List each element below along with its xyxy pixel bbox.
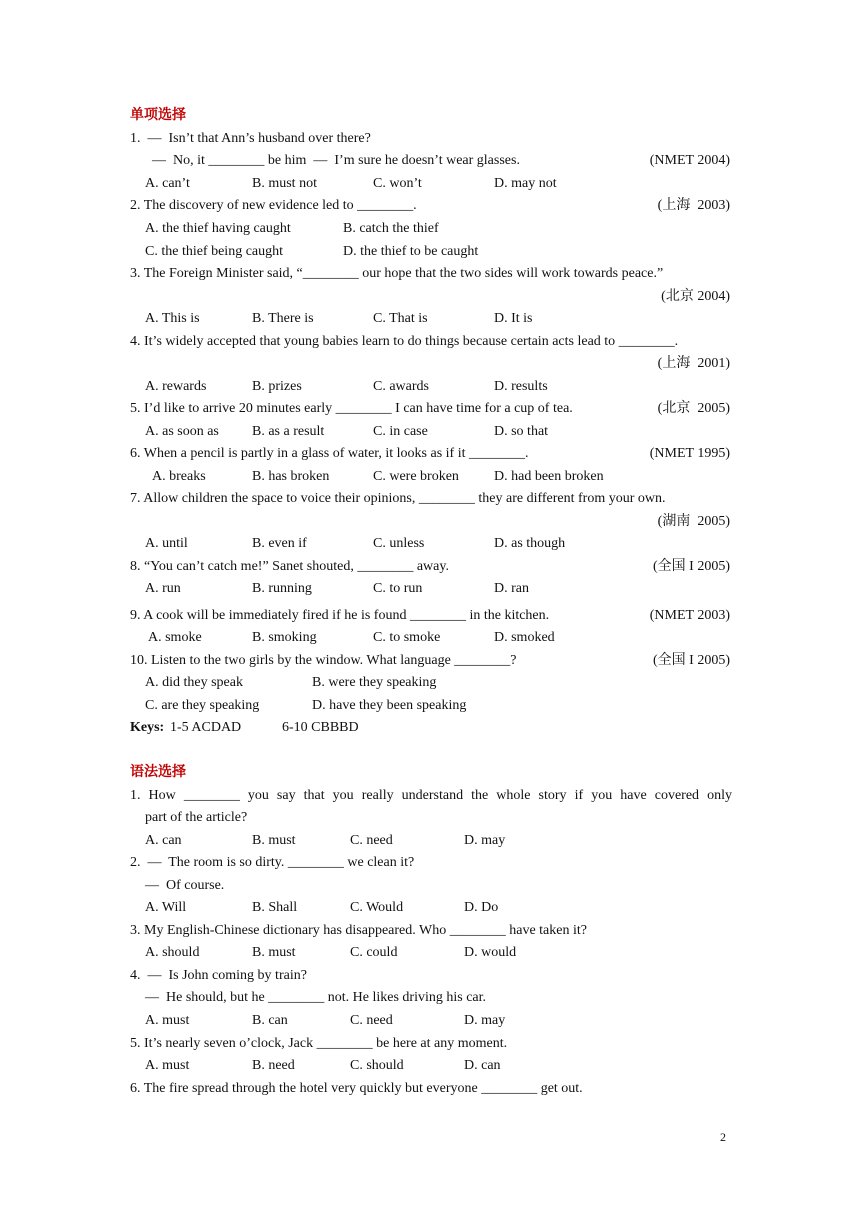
q6-option-c: C. were broken <box>373 469 459 484</box>
g4-option-c: C. need <box>350 1013 393 1028</box>
q3-option-a: A. This is <box>145 311 200 326</box>
q9-option-c: C. to smoke <box>373 630 441 645</box>
q10-option-c: C. are they speaking <box>145 698 260 713</box>
q2-option-a: A. the thief having caught <box>145 221 291 236</box>
q5-option-b: B. as a result <box>252 424 325 439</box>
q1-option-c: C. won’t <box>373 176 422 191</box>
q7-option-c: C. unless <box>373 536 425 551</box>
section-heading-grammar-choice: 语法选择 <box>130 765 186 780</box>
q1-option-a: A. can’t <box>145 176 190 191</box>
section-heading-single-choice: 单项选择 <box>130 108 186 123</box>
q7-stem: 7. Allow children the space to voice their opinions, ________ they are different from your own. <box>130 491 666 506</box>
g6-stem: 6. The fire spread through the hotel very quickly but everyone ________ get out. <box>130 1081 583 1096</box>
page-number: 2 <box>720 1130 726 1144</box>
g2-stem: 2. — The room is so dirty. ________ we clean it? <box>130 855 415 870</box>
q10-stem: 10. Listen to the two girls by the window. What language ________? <box>130 653 517 668</box>
q7-option-d: D. as though <box>494 536 566 551</box>
g4-option-b: B. can <box>252 1013 288 1028</box>
q10-source: (全国 I 2005) <box>653 653 730 668</box>
q5-option-a: A. as soon as <box>145 424 219 439</box>
q2-option-b: B. catch the thief <box>343 221 439 236</box>
keys-label: Keys: <box>130 720 165 735</box>
g1-option-d: D. may <box>464 833 506 848</box>
q5-option-c: C. in case <box>373 424 428 439</box>
q7-option-b: B. even if <box>252 536 307 551</box>
g2-option-c: C. Would <box>350 900 404 915</box>
q4-source: (上海 2001) <box>657 356 730 371</box>
g4-line2: — He should, but he ________ not. He likes driving his car. <box>145 990 487 1005</box>
q4-option-d: D. results <box>494 379 548 394</box>
q8-option-d: D. ran <box>494 581 529 596</box>
q8-option-a: A. run <box>145 581 181 596</box>
q2-option-d: D. the thief to be caught <box>343 244 479 259</box>
q9-option-d: D. smoked <box>494 630 555 645</box>
q9-stem: 9. A cook will be immediately fired if he is found ________ in the kitchen. <box>130 608 550 623</box>
q2-source: (上海 2003) <box>657 198 730 213</box>
q8-option-b: B. running <box>252 581 312 596</box>
q8-option-c: C. to run <box>373 581 423 596</box>
g2-option-a: A. Will <box>145 900 187 915</box>
q1-option-b: B. must not <box>252 176 317 191</box>
q7-option-a: A. until <box>145 536 188 551</box>
q4-option-a: A. rewards <box>145 379 207 394</box>
g1-option-c: C. need <box>350 833 393 848</box>
q6-option-d: D. had been broken <box>494 469 604 484</box>
g5-option-b: B. need <box>252 1058 295 1073</box>
q3-stem: 3. The Foreign Minister said, “________ our hope that the two sides will work towards peace.” <box>130 266 664 281</box>
g2-option-d: D. Do <box>464 900 499 915</box>
q2-option-c: C. the thief being caught <box>145 244 284 259</box>
q10-option-b: B. were they speaking <box>312 675 437 690</box>
g1-option-a: A. can <box>145 833 182 848</box>
g1-stem: 1. How ________ you say that you really understand the whole story if you have covered only <box>130 788 732 803</box>
q1-stem: 1. — Isn’t that Ann’s husband over there? <box>130 131 371 146</box>
g5-option-c: C. should <box>350 1058 404 1073</box>
q8-stem: 8. “You can’t catch me!” Sanet shouted, ________ away. <box>130 559 449 574</box>
q6-option-a: A. breaks <box>152 469 206 484</box>
q4-stem: 4. It’s widely accepted that young babies learn to do things because certain acts lead to ________. <box>130 334 679 349</box>
g4-option-d: D. may <box>464 1013 506 1028</box>
keys-6-10: 6-10 CBBBD <box>282 720 359 735</box>
g2-option-b: B. Shall <box>252 900 298 915</box>
q6-source: (NMET 1995) <box>649 446 730 461</box>
q10-option-d: D. have they been speaking <box>312 698 467 713</box>
q9-option-b: B. smoking <box>252 630 317 645</box>
g3-option-a: A. should <box>145 945 200 960</box>
g5-stem: 5. It’s nearly seven o’clock, Jack ________ be here at any moment. <box>130 1036 508 1051</box>
q3-option-d: D. It is <box>494 311 533 326</box>
q3-option-b: B. There is <box>252 311 314 326</box>
g2-line2: — Of course. <box>145 878 225 893</box>
g3-stem: 3. My English-Chinese dictionary has disappeared. Who ________ have taken it? <box>130 923 587 938</box>
q5-option-d: D. so that <box>494 424 549 439</box>
q5-stem: 5. I’d like to arrive 20 minutes early ________ I can have time for a cup of tea. <box>130 401 573 416</box>
q9-option-a: A. smoke <box>148 630 202 645</box>
q4-option-b: B. prizes <box>252 379 302 394</box>
g1-option-b: B. must <box>252 833 296 848</box>
q1-source: (NMET 2004) <box>649 153 730 168</box>
g5-option-d: D. can <box>464 1058 501 1073</box>
q7-source: (湖南 2005) <box>657 514 730 529</box>
q3-option-c: C. That is <box>373 311 428 326</box>
q3-source: (北京 2004) <box>661 289 730 304</box>
g3-option-d: D. would <box>464 945 517 960</box>
q1-line2: — No, it ________ be him — I’m sure he doesn’t wear glasses. <box>152 153 520 168</box>
q1-option-d: D. may not <box>494 176 557 191</box>
q10-option-a: A. did they speak <box>145 675 243 690</box>
g3-option-b: B. must <box>252 945 296 960</box>
q6-stem: 6. When a pencil is partly in a glass of water, it looks as if it ________. <box>130 446 529 461</box>
g1-line2: part of the article? <box>145 810 248 825</box>
g5-option-a: A. must <box>145 1058 190 1073</box>
q4-option-c: C. awards <box>373 379 429 394</box>
q2-stem: 2. The discovery of new evidence led to ________. <box>130 198 417 213</box>
keys-1-5: 1-5 ACDAD <box>170 720 242 735</box>
q8-source: (全国 I 2005) <box>653 559 730 574</box>
g4-stem: 4. — Is John coming by train? <box>130 968 307 983</box>
g4-option-a: A. must <box>145 1013 190 1028</box>
g3-option-c: C. could <box>350 945 398 960</box>
q6-option-b: B. has broken <box>252 469 330 484</box>
q9-source: (NMET 2003) <box>649 608 730 623</box>
q5-source: (北京 2005) <box>657 401 730 416</box>
